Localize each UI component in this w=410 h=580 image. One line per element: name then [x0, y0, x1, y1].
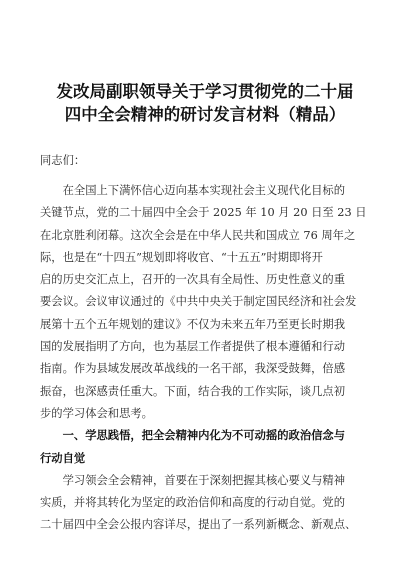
paragraph-line: 二十届四中全会公报内容详尽，提出了一系列新概念、新观点、: [40, 518, 357, 532]
paragraph-line: 国的发展指明了方向，也为基层工作者提供了根本遵循和行动: [40, 340, 346, 354]
paragraph-line: 在北京胜利闭幕。这次全会是在中华人民共和国成立 76 周年之: [40, 228, 356, 242]
paragraph-line: 启的历史交汇点上，召开的一次具有全局性、历史性意义的重: [40, 273, 346, 287]
paragraph-line: 振奋，也深感责任重大。下面，结合我的工作实际，谈几点初: [40, 384, 346, 398]
title-line-2: 四中全会精神的研讨发言材料（精品）: [64, 105, 346, 124]
title-line-1: 发改局副职领导关于学习贯彻党的二十届: [56, 82, 354, 101]
heading-line: 一、学思践悟，把全会精神内化为不可动摇的政治信念与: [40, 429, 346, 443]
paragraph-line: 实质，并将其转化为坚定的政治信仰和高度的行动自觉。党的: [40, 496, 346, 510]
paragraph-line: 要会议。会议审议通过的《中共中央关于制定国民经济和社会发: [40, 295, 357, 309]
paragraph-line: 际，也是在“十四五”规划即将收官、“十五五”时期即将开: [40, 250, 323, 264]
document-body: [40, 150, 385, 537]
salutation: 同志们：: [40, 154, 86, 167]
heading-line: 行动自觉: [40, 451, 86, 465]
paragraph-line: 步的学习体会和思考。: [40, 406, 153, 420]
paragraph-intro: [40, 180, 385, 425]
paragraph-section-1: [40, 470, 385, 537]
section-heading-1: [40, 425, 385, 470]
paragraph-line: 关键节点，党的二十届四中全会于 2025 年 10 月 20 日至 23 日: [40, 206, 367, 220]
paragraph-line: 展第十五个五年规划的建议》不仅为未来五年乃至更长时期我: [40, 317, 346, 331]
document-title: [20, 80, 390, 126]
paragraph-line: 学习领会全会精神，首要在于深刻把握其核心要义与精神: [40, 473, 346, 487]
paragraph-line: 在全国上下满怀信心迈向基本实现社会主义现代化目标的: [40, 184, 346, 197]
paragraph-line: 指南。作为县域发展改革战线的一名干部，我深受鼓舞，倍感: [40, 362, 346, 376]
